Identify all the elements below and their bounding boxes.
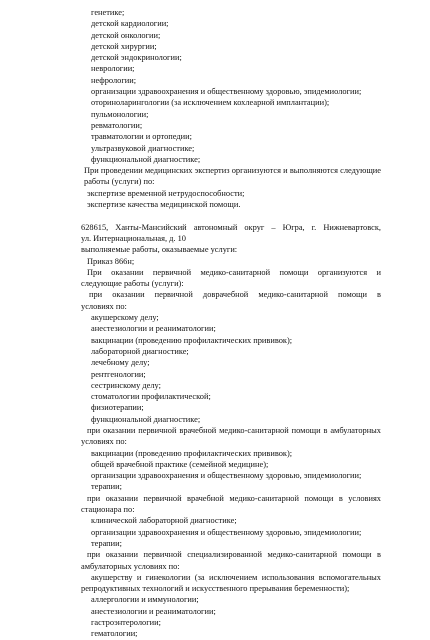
list-item: акушерству и гинекологии (за исключением использования вспомогательных bbox=[91, 572, 381, 582]
list-item: сестринскому делу; bbox=[91, 380, 161, 390]
list-item: детской хирургии; bbox=[91, 41, 157, 51]
subsection-heading: условиях по: bbox=[81, 301, 127, 311]
subsection-heading: при оказании первичной специализированной медико-санитарной помощи в bbox=[87, 550, 381, 560]
subsection-heading: при оказании первичной доврачебной медико-санитарной помощи в bbox=[89, 290, 381, 300]
subsection-heading: условиях по: bbox=[81, 437, 127, 447]
list-item: детской эндокринологии; bbox=[91, 53, 182, 63]
list-item: терапии; bbox=[91, 538, 122, 548]
subsection-heading: при оказании первичной врачебной медико-санитарной помощи в условиях bbox=[87, 493, 381, 503]
list-item: детской онкологии; bbox=[91, 30, 161, 40]
list-item: детской кардиологии; bbox=[91, 19, 169, 29]
list-item: пульмонологии; bbox=[91, 109, 149, 119]
list-item: терапии; bbox=[91, 482, 122, 492]
list-item: аллергологии и иммунологии; bbox=[91, 595, 199, 605]
paragraph-line: При проведении медицинских экспертиз организуются и выполняются следующие bbox=[84, 166, 381, 176]
list-item: анестезиологии и реаниматологии; bbox=[91, 606, 216, 616]
list-item: рентгенологии; bbox=[91, 369, 146, 379]
list-item: экспертизе качества медицинской помощи. bbox=[87, 200, 241, 210]
address-line: ул. Интернациональная, д. 10 bbox=[81, 233, 186, 243]
list-item: вакцинации (проведению профилактических прививок); bbox=[91, 335, 293, 345]
subsection-heading: при оказании первичной врачебной медико-санитарной помощи в амбулаторных bbox=[87, 425, 381, 435]
list-item: гематологии; bbox=[91, 629, 138, 639]
address-line: 628615, Ханты-Мансийский автономный округ – Югра, г. Нижневартовск, bbox=[81, 222, 381, 232]
list-item: акушерскому делу; bbox=[91, 313, 159, 323]
list-item: организации здравоохранения и общественному здоровью, эпидемиологии; bbox=[91, 87, 362, 97]
subsection-heading: стационара по: bbox=[81, 505, 135, 515]
section-heading: выполняемые работы, оказываемые услуги: bbox=[81, 245, 238, 255]
list-item: лечебному делу; bbox=[91, 358, 150, 368]
spacer bbox=[81, 210, 381, 221]
list-item: оториноларингологии (за исключением кохлеарной имплантации); bbox=[91, 98, 330, 108]
paragraph-line: При оказании первичной медико-санитарной помощи организуются и bbox=[87, 267, 381, 277]
list-item: нефрологии; bbox=[91, 75, 137, 85]
order-reference: Приказ 866н; bbox=[87, 256, 135, 266]
list-item: анестезиологии и реаниматологии; bbox=[91, 324, 216, 334]
list-item: генетике; bbox=[91, 8, 125, 17]
paragraph-line: следующие работы (услуги): bbox=[81, 279, 184, 289]
list-item: функциональной диагностике; bbox=[91, 154, 201, 164]
list-item: организации здравоохранения и общественному здоровью, эпидемиологии; bbox=[91, 527, 362, 537]
list-item: репродуктивных технологий и искусственного прерывания беременности); bbox=[81, 584, 350, 594]
list-item: функциональной диагностике; bbox=[91, 414, 201, 424]
list-item: организации здравоохранения и общественному здоровью, эпидемиологии; bbox=[91, 471, 362, 481]
list-item: физиотерапии; bbox=[91, 403, 144, 413]
list-item: экспертизе временной нетрудоспособности; bbox=[87, 188, 245, 198]
paragraph-line: работы (услуги) по: bbox=[84, 177, 155, 187]
list-item: неврологии; bbox=[91, 64, 135, 74]
list-item: вакцинации (проведению профилактических прививок); bbox=[91, 448, 293, 458]
list-item: клинической лабораторной диагностике; bbox=[91, 516, 237, 526]
list-item: ревматологии; bbox=[91, 120, 143, 130]
list-item: гастроэнтерологии; bbox=[91, 618, 161, 628]
list-item: стоматологии профилактической; bbox=[91, 392, 211, 402]
document-body bbox=[81, 7, 381, 640]
list-item: лабораторной диагностике; bbox=[91, 346, 189, 356]
list-item: ультразвуковой диагностике; bbox=[91, 143, 195, 153]
list-item: травматологии и ортопедии; bbox=[91, 132, 192, 142]
subsection-heading: амбулаторных условиях по: bbox=[81, 561, 180, 571]
list-item: общей врачебной практике (семейной медицине); bbox=[91, 459, 269, 469]
